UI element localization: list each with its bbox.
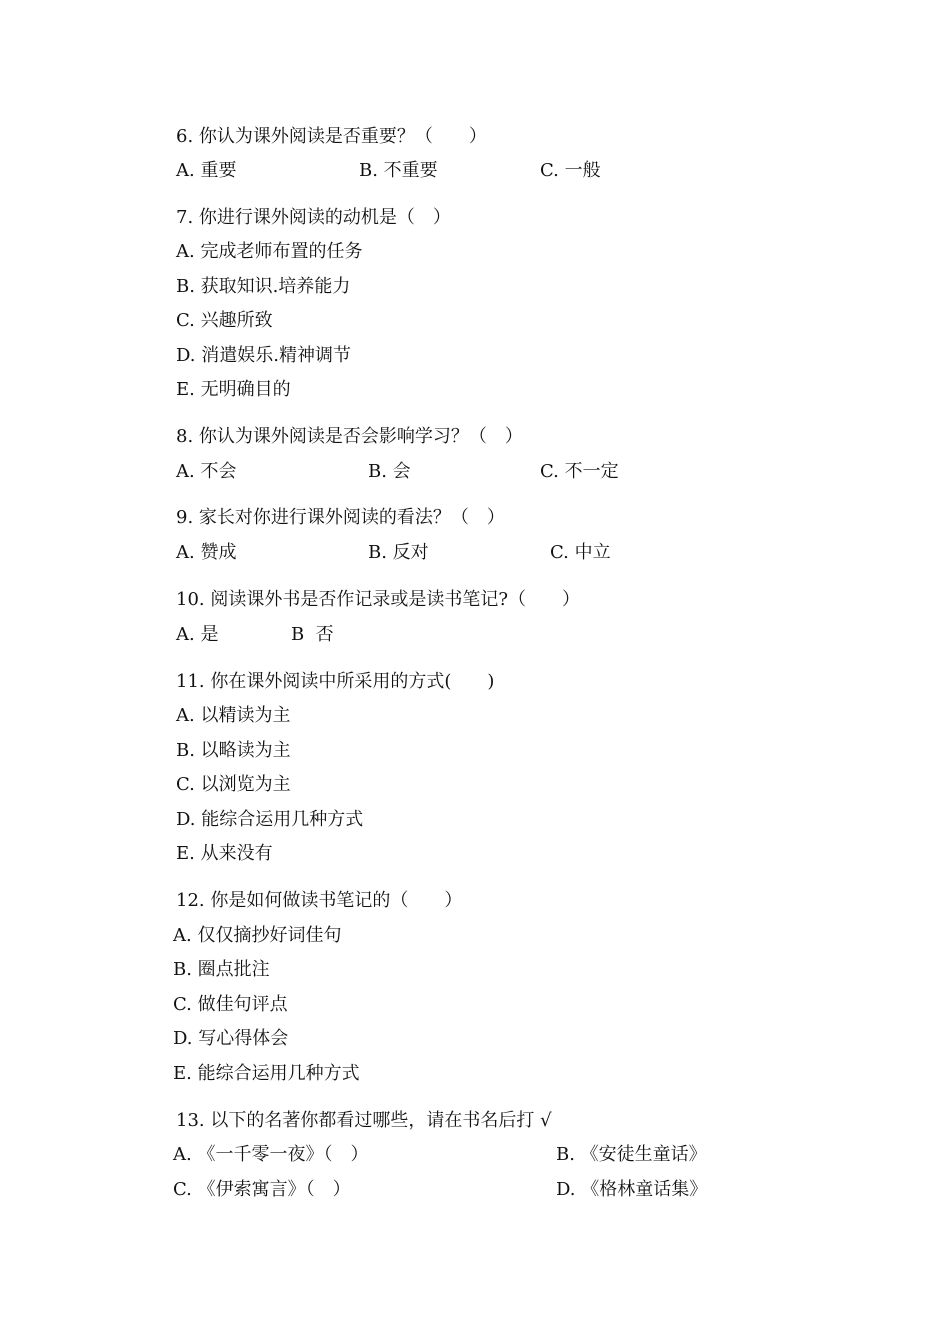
q11-option-d: D. 能综合运用几种方式 [176,809,364,830]
q11-option-a: A. 以精读为主 [176,705,291,726]
q7-option-a: A. 完成老师布置的任务 [176,241,363,262]
q12-option-a: A. 仅仅摘抄好词佳句 [173,925,342,946]
q6-option-c: C. 一般 [540,160,601,181]
q7-option-d: D. 消遣娱乐.精神调节 [176,345,351,366]
q13-option-b: B. 《安徒生童话》 [556,1144,707,1165]
question-6: 6. 你认为课外阅读是否重要？（ ） [176,126,487,147]
q11-option-b: B. 以略读为主 [176,740,291,761]
question-7: 7. 你进行课外阅读的动机是（ ） [176,207,451,228]
q11-option-e: E. 从来没有 [176,843,273,864]
q13-option-d: D. 《格林童话集》 [556,1179,708,1200]
q13-option-c: C. 《伊索寓言》（ ） [173,1179,351,1200]
question-10: 10. 阅读课外书是否作记录或是读书笔记?（ ） [176,589,580,610]
q9-option-b: B. 反对 [368,542,429,563]
q7-option-e: E. 无明确目的 [176,379,291,400]
question-11: 11. 你在课外阅读中所采用的方式( ) [176,671,495,692]
q6-option-b: B. 不重要 [359,160,438,181]
q10-option-a: A. 是 [176,624,219,645]
q9-option-a: A. 赞成 [176,542,237,563]
question-9: 9. 家长对你进行课外阅读的看法？（ ） [176,507,505,528]
question-13: 13. 以下的名著你都看过哪些，请在书名后打 √ [176,1110,552,1131]
q7-option-c: C. 兴趣所致 [176,310,273,331]
q8-option-b: B. 会 [368,461,411,482]
question-12: 12. 你是如何做读书笔记的（ ） [176,890,463,911]
question-8: 8. 你认为课外阅读是否会影响学习？（ ） [176,426,523,447]
q12-option-e: E. 能综合运用几种方式 [173,1063,360,1084]
q12-option-b: B. 圈点批注 [173,959,270,980]
q8-option-a: A. 不会 [176,461,237,482]
q11-option-c: C. 以浏览为主 [176,774,291,795]
q12-option-d: D. 写心得体会 [173,1028,289,1049]
q9-option-c: C. 中立 [550,542,611,563]
q7-option-b: B. 获取知识.培养能力 [176,276,351,297]
q6-option-a: A. 重要 [176,160,237,181]
q10-option-b: B 否 [291,624,334,645]
q12-option-c: C. 做佳句评点 [173,994,288,1015]
q13-option-a: A. 《一千零一夜》（ ） [173,1144,369,1165]
q8-option-c: C. 不一定 [540,461,619,482]
